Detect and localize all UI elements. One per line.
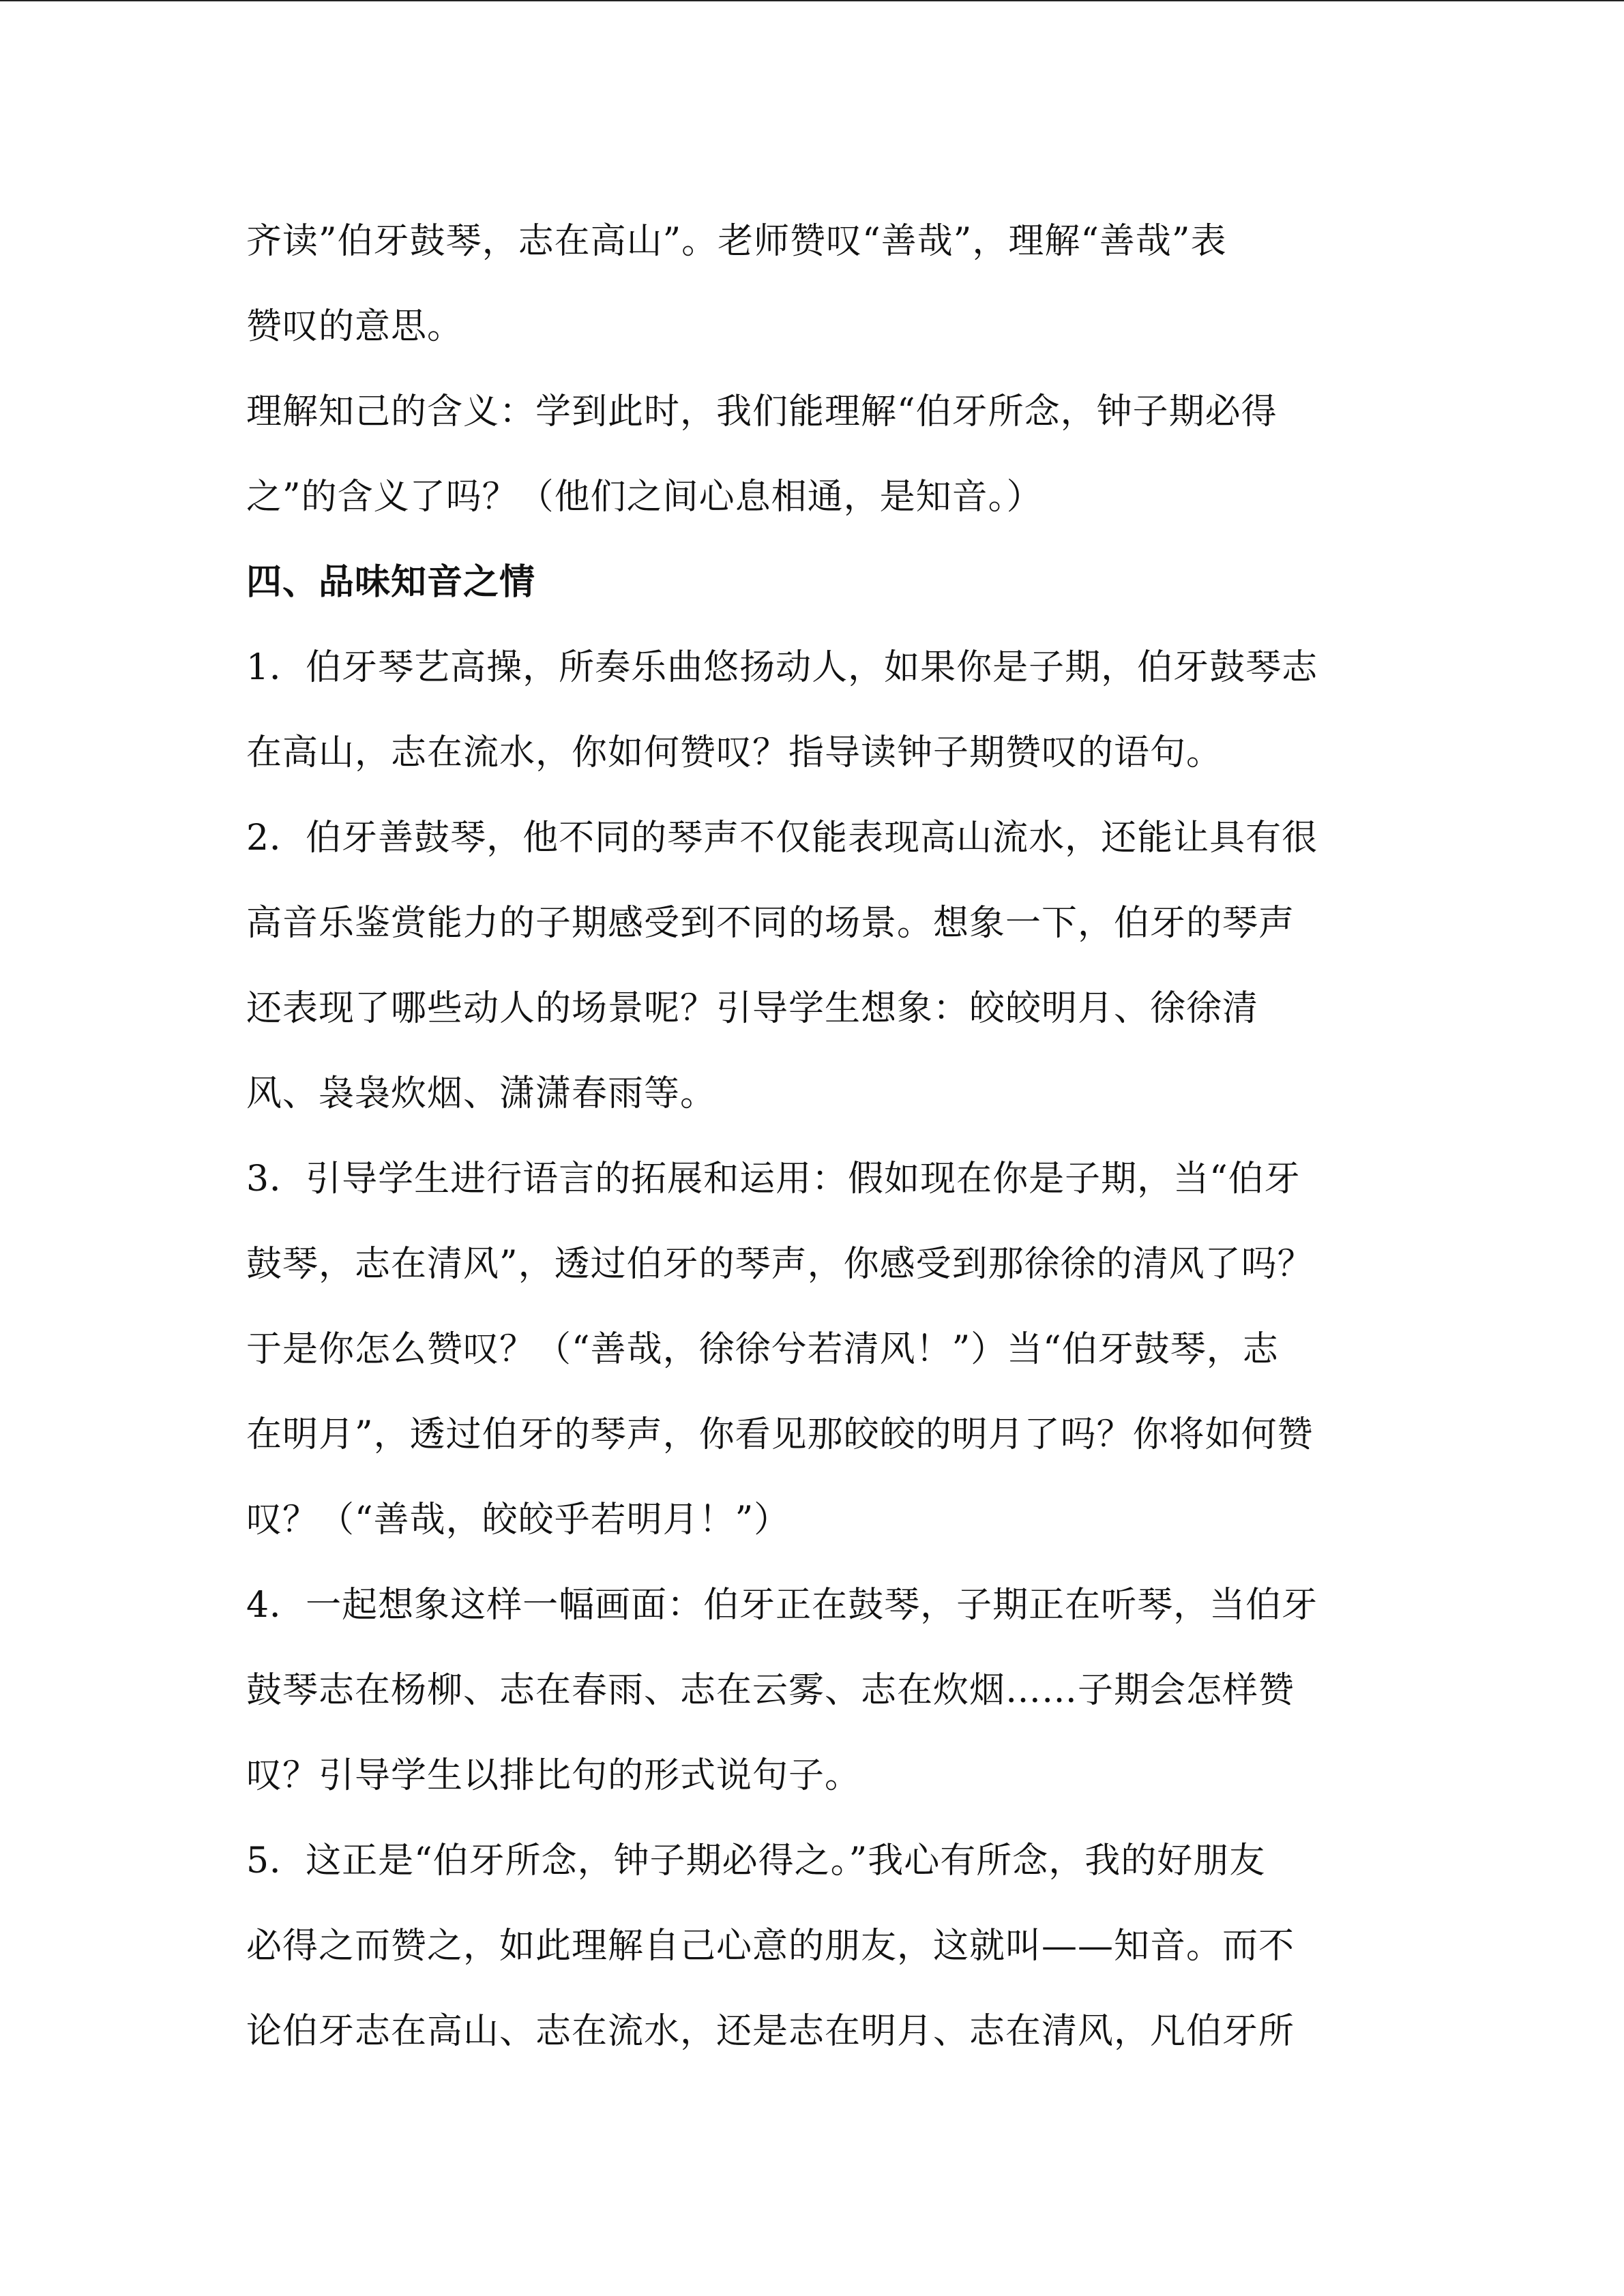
text-line: 齐读”伯牙鼓琴，志在高山”。老师赞叹“善哉”，理解“善哉”表 bbox=[246, 221, 1227, 262]
text-line: 赞叹的意思。 bbox=[246, 306, 464, 347]
document-body bbox=[246, 199, 1378, 2074]
text-line: 叹？引导学生以排比句的形式说句子。 bbox=[246, 1755, 861, 1796]
text-line: 5．这正是“伯牙所念，钟子期必得之。”我心有所念，我的好朋友 bbox=[246, 1840, 1266, 1881]
text-line: 鼓琴志在杨柳、志在春雨、志在云雾、志在炊烟……子期会怎样赞 bbox=[246, 1670, 1295, 1711]
text-line: 在高山，志在流水，你如何赞叹？指导读钟子期赞叹的语句。 bbox=[246, 732, 1223, 773]
text-line: 鼓琴，志在清风”，透过伯牙的琴声，你感受到那徐徐的清风了吗？ bbox=[246, 1244, 1314, 1285]
text-line: 叹？（“善哉，皎皎乎若明月！”） bbox=[246, 1500, 791, 1540]
text-line: 之”的含义了吗？（他们之间心息相通，是知音。） bbox=[246, 477, 1043, 518]
text-line: 4．一起想象这样一幅画面：伯牙正在鼓琴，子期正在听琴，当伯牙 bbox=[246, 1585, 1318, 1626]
text-line: 于是你怎么赞叹？（“善哉，徐徐兮若清风！”）当“伯牙鼓琴，志 bbox=[246, 1329, 1279, 1370]
text-line: 1．伯牙琴艺高操，所奏乐曲悠扬动人，如果你是子期，伯牙鼓琴志 bbox=[246, 647, 1318, 688]
text-line: 3．引导学生进行语言的拓展和运用：假如现在你是子期，当“伯牙 bbox=[246, 1159, 1301, 1199]
text-line: 理解知己的含义：学到此时，我们能理解“伯牙所念，钟子期必得 bbox=[246, 391, 1278, 432]
text-line: 还表现了哪些动人的场景呢？引导学生想象：皎皎明月、徐徐清 bbox=[246, 988, 1259, 1029]
text-line: 2．伯牙善鼓琴，他不同的琴声不仅能表现高山流水，还能让具有很 bbox=[246, 818, 1318, 859]
text-line: 必得之而赞之，如此理解自己心意的朋友，这就叫——知音。而不 bbox=[246, 1926, 1295, 1967]
text-line: 论伯牙志在高山、志在流水，还是志在明月、志在清风，凡伯牙所 bbox=[246, 2011, 1295, 2052]
text-line: 风、袅袅炊烟、潇潇春雨等。 bbox=[246, 1073, 717, 1114]
text-line: 在明月”，透过伯牙的琴声，你看见那皎皎的明月了吗？你将如何赞 bbox=[246, 1414, 1314, 1455]
section-heading: 四、品味知音之情 bbox=[246, 562, 536, 603]
text-line: 高音乐鉴赏能力的子期感受到不同的场景。想象一下，伯牙的琴声 bbox=[246, 903, 1295, 944]
